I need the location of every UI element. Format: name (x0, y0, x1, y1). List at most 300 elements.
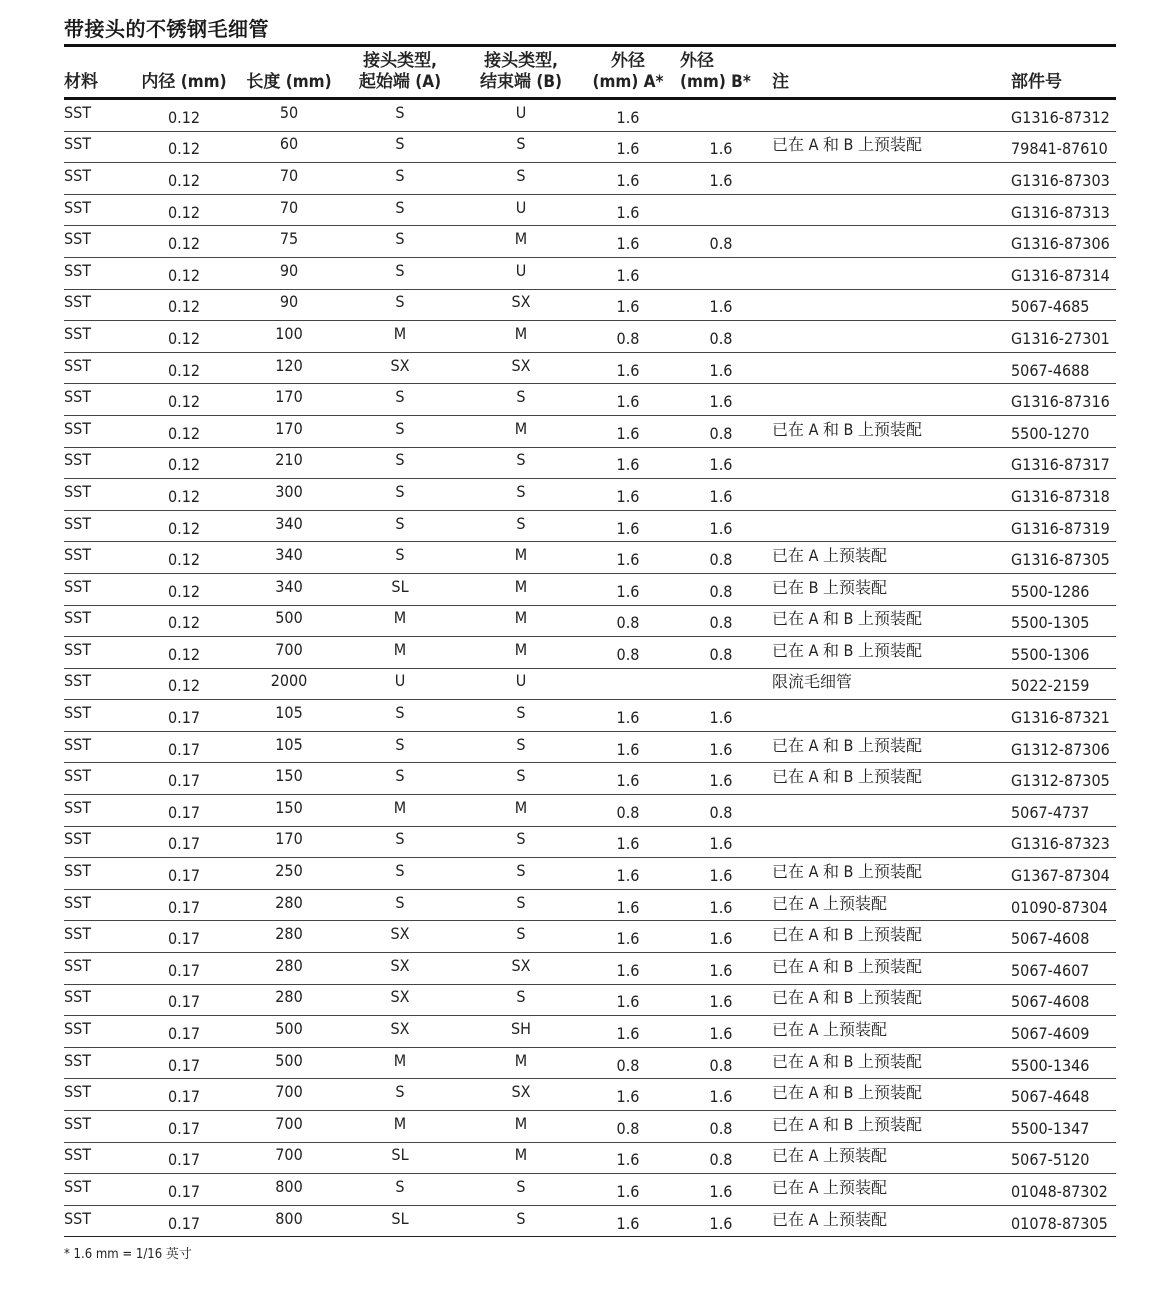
cell-note (772, 194, 1011, 226)
cell-fitting-end-text: S (516, 134, 526, 154)
cell-material (64, 479, 134, 511)
cell-outer-diameter-b (670, 542, 772, 574)
cell-part-number-text: G1312-87306 (1011, 739, 1110, 759)
table-row (64, 257, 1116, 289)
cell-note (772, 889, 1011, 921)
cell-outer-diameter-b (670, 1016, 772, 1048)
cell-fitting-start (344, 194, 456, 226)
cell-part-number-text: 5500-1305 (1011, 613, 1090, 633)
cell-length-text: 500 (275, 608, 303, 628)
cell-fitting-start (344, 321, 456, 353)
header-part-number: 部件号 (1011, 47, 1116, 99)
cell-fitting-start (344, 289, 456, 321)
cell-part-number-text: G1316-87319 (1011, 518, 1110, 538)
cell-part-number-text: 5067-4688 (1011, 360, 1090, 380)
cell-outer-diameter-a-text: 1.6 (616, 866, 640, 886)
cell-material-text: SST (64, 924, 92, 944)
cell-length (234, 889, 344, 921)
cell-outer-diameter-b-text: 1.6 (709, 518, 733, 538)
cell-part-number (1011, 763, 1116, 795)
cell-note (772, 1142, 1011, 1174)
table-row (64, 858, 1116, 890)
header-outer-diameter-b: 外径 (mm) B* (670, 47, 772, 99)
cell-material-text: SST (64, 355, 92, 375)
cell-fitting-start-text: M (393, 639, 407, 659)
cell-outer-diameter-b-text: 1.6 (709, 360, 733, 380)
cell-fitting-end (456, 889, 586, 921)
cell-outer-diameter-b-text: 0.8 (709, 802, 733, 822)
cell-part-number (1011, 415, 1116, 447)
cell-inner-diameter-text: 0.17 (167, 1087, 201, 1107)
cell-note-text: 已在 A 和 B 上预装配 (772, 1083, 923, 1103)
cell-fitting-start (344, 637, 456, 669)
cell-length (234, 510, 344, 542)
cell-material-text: SST (64, 102, 92, 122)
cell-material (64, 1016, 134, 1048)
cell-fitting-start (344, 226, 456, 258)
cell-fitting-start-text: S (395, 229, 405, 249)
cell-inner-diameter-text: 0.17 (167, 1181, 201, 1201)
cell-outer-diameter-b (670, 257, 772, 289)
cell-outer-diameter-a (586, 479, 670, 511)
cell-note (772, 1047, 1011, 1079)
cell-fitting-start (344, 731, 456, 763)
table-row (64, 1111, 1116, 1143)
cell-fitting-start (344, 1079, 456, 1111)
cell-fitting-start (344, 921, 456, 953)
cell-note-text: 已在 A 和 B 上预装配 (772, 1051, 923, 1071)
cell-fitting-end (456, 668, 586, 700)
cell-material-text: SST (64, 703, 92, 723)
table-row (64, 605, 1116, 637)
cell-fitting-end-text: SX (511, 955, 531, 975)
cell-length-text: 800 (275, 1208, 303, 1228)
cell-note-text: 已在 B 上预装配 (772, 577, 888, 597)
cell-note-text: 已在 A 和 B 上预装配 (772, 956, 923, 976)
cell-inner-diameter-text: 0.17 (167, 1024, 201, 1044)
cell-length (234, 637, 344, 669)
cell-outer-diameter-a (586, 415, 670, 447)
cell-fitting-end (456, 1205, 586, 1237)
cell-material-text: SST (64, 450, 92, 470)
cell-fitting-start-text: M (393, 1113, 407, 1133)
cell-inner-diameter (134, 1142, 234, 1174)
cell-note-text: 已在 A 上预装配 (772, 1209, 887, 1229)
cell-material (64, 795, 134, 827)
cell-length (234, 257, 344, 289)
cell-material-text: SST (64, 545, 92, 565)
table-row (64, 131, 1116, 163)
cell-length-text: 170 (275, 418, 303, 438)
header-fitting-end: 接头类型, 结束端 (B) (456, 47, 586, 99)
cell-note-text: 已在 A 上预装配 (772, 1146, 887, 1166)
cell-part-number-text: 5500-1346 (1011, 1055, 1090, 1075)
cell-material-text: SST (64, 576, 92, 596)
cell-fitting-end (456, 605, 586, 637)
cell-outer-diameter-b-text: 1.6 (709, 297, 733, 317)
cell-material-text: SST (64, 513, 92, 533)
cell-fitting-end (456, 1079, 586, 1111)
cell-fitting-start (344, 163, 456, 195)
cell-fitting-start (344, 1111, 456, 1143)
cell-outer-diameter-b (670, 889, 772, 921)
cell-note-text: 已在 A 上预装配 (772, 893, 887, 913)
cell-part-number-text: 01048-87302 (1011, 1181, 1108, 1201)
cell-material-text: SST (64, 197, 92, 217)
cell-outer-diameter-b-text: 1.6 (709, 897, 733, 917)
cell-fitting-end-text: S (516, 892, 526, 912)
cell-material-text: SST (64, 797, 92, 817)
cell-inner-diameter (134, 131, 234, 163)
cell-fitting-end-text: U (515, 671, 527, 691)
cell-material (64, 542, 134, 574)
cell-outer-diameter-b-text: 1.6 (709, 739, 733, 759)
cell-note-text: 已在 A 和 B 上预装配 (772, 609, 923, 629)
cell-part-number-text: 5067-4648 (1011, 1087, 1090, 1107)
cell-outer-diameter-a (586, 984, 670, 1016)
cell-length (234, 921, 344, 953)
cell-outer-diameter-b (670, 1174, 772, 1206)
header-fitting-start: 接头类型, 起始端 (A) (344, 47, 456, 99)
cell-outer-diameter-a (586, 226, 670, 258)
cell-outer-diameter-a-text: 1.6 (616, 1024, 640, 1044)
cell-part-number (1011, 99, 1116, 132)
table-row (64, 1174, 1116, 1206)
cell-fitting-end-text: S (516, 861, 526, 881)
cell-inner-diameter (134, 479, 234, 511)
table-row (64, 763, 1116, 795)
cell-fitting-end (456, 194, 586, 226)
cell-part-number-text: 5067-4607 (1011, 960, 1090, 980)
cell-length (234, 605, 344, 637)
cell-fitting-end-text: M (514, 1145, 528, 1165)
cell-outer-diameter-b (670, 415, 772, 447)
cell-outer-diameter-b (670, 795, 772, 827)
cell-material (64, 257, 134, 289)
cell-fitting-start-text: M (393, 608, 407, 628)
cell-inner-diameter-text: 0.17 (167, 929, 201, 949)
cell-fitting-end-text: SX (511, 1082, 531, 1102)
cell-material (64, 921, 134, 953)
cell-note (772, 415, 1011, 447)
table-row (64, 226, 1116, 258)
table-row (64, 289, 1116, 321)
cell-part-number-text: 5067-4608 (1011, 929, 1090, 949)
cell-note (772, 637, 1011, 669)
cell-note (772, 99, 1011, 132)
cell-inner-diameter (134, 921, 234, 953)
cell-outer-diameter-a (586, 953, 670, 985)
document-page (64, 14, 1116, 1262)
cell-length-text: 50 (279, 102, 299, 122)
cell-length (234, 826, 344, 858)
cell-outer-diameter-b (670, 763, 772, 795)
cell-length-text: 800 (275, 1176, 303, 1196)
cell-fitting-end (456, 700, 586, 732)
cell-length-text: 70 (279, 197, 299, 217)
cell-inner-diameter-text: 0.12 (167, 202, 201, 222)
table-row (64, 99, 1116, 132)
cell-length (234, 731, 344, 763)
cell-note (772, 605, 1011, 637)
cell-inner-diameter-text: 0.12 (167, 297, 201, 317)
page-title: 带接头的不锈钢毛细管 (64, 17, 269, 41)
cell-outer-diameter-b (670, 921, 772, 953)
cell-fitting-end-text: SX (511, 292, 531, 312)
cell-inner-diameter-text: 0.12 (167, 392, 201, 412)
cell-inner-diameter-text: 0.12 (167, 644, 201, 664)
cell-inner-diameter (134, 763, 234, 795)
cell-fitting-end (456, 1047, 586, 1079)
cell-length (234, 1047, 344, 1079)
cell-part-number-text: G1316-27301 (1011, 328, 1110, 348)
table-row (64, 795, 1116, 827)
cell-inner-diameter-text: 0.17 (167, 708, 201, 728)
cell-note (772, 1174, 1011, 1206)
cell-part-number-text: G1316-87321 (1011, 708, 1110, 728)
cell-fitting-end (456, 1174, 586, 1206)
cell-part-number-text: G1316-87318 (1011, 486, 1110, 506)
cell-outer-diameter-a-text: 1.6 (616, 992, 640, 1012)
cell-fitting-start-text: S (395, 292, 405, 312)
cell-note (772, 131, 1011, 163)
cell-outer-diameter-a-text: 1.6 (616, 739, 640, 759)
cell-outer-diameter-a (586, 1174, 670, 1206)
table-row (64, 984, 1116, 1016)
cell-outer-diameter-b (670, 1142, 772, 1174)
cell-inner-diameter (134, 731, 234, 763)
cell-outer-diameter-b-text: 1.6 (709, 1181, 733, 1201)
cell-length (234, 795, 344, 827)
cell-outer-diameter-b (670, 605, 772, 637)
cell-outer-diameter-b-text: 1.6 (709, 170, 733, 190)
cell-material (64, 763, 134, 795)
cell-fitting-start (344, 668, 456, 700)
cell-note-text: 已在 A 和 B 上预装配 (772, 767, 923, 787)
cell-fitting-end-text: S (516, 766, 526, 786)
cell-fitting-end (456, 763, 586, 795)
cell-fitting-end (456, 826, 586, 858)
cell-fitting-start (344, 1174, 456, 1206)
cell-note-text: 限流毛细管 (772, 672, 853, 692)
cell-outer-diameter-a-text: 0.8 (616, 613, 640, 633)
cell-outer-diameter-b (670, 289, 772, 321)
cell-length-text: 340 (275, 576, 303, 596)
cell-material (64, 1079, 134, 1111)
cell-length-text: 700 (275, 639, 303, 659)
cell-inner-diameter (134, 1047, 234, 1079)
cell-note (772, 921, 1011, 953)
cell-part-number (1011, 479, 1116, 511)
cell-fitting-end-text: SX (511, 355, 531, 375)
cell-part-number-text: 79841-87610 (1011, 139, 1108, 159)
cell-material-text: SST (64, 639, 92, 659)
cell-outer-diameter-a-text: 1.6 (616, 107, 640, 127)
cell-inner-diameter-text: 0.12 (167, 518, 201, 538)
cell-outer-diameter-b-text: 1.6 (709, 1024, 733, 1044)
cell-part-number (1011, 826, 1116, 858)
cell-part-number (1011, 289, 1116, 321)
cell-length (234, 226, 344, 258)
cell-length (234, 700, 344, 732)
cell-note (772, 573, 1011, 605)
cell-fitting-start-text: S (395, 703, 405, 723)
cell-inner-diameter-text: 0.12 (167, 328, 201, 348)
cell-fitting-end-text: SH (511, 1019, 531, 1039)
cell-material-text: SST (64, 1208, 92, 1228)
table-row (64, 479, 1116, 511)
cell-outer-diameter-a (586, 163, 670, 195)
cell-part-number (1011, 953, 1116, 985)
cell-outer-diameter-a-text: 0.8 (616, 1055, 640, 1075)
cell-part-number (1011, 384, 1116, 416)
cell-material-text: SST (64, 734, 92, 754)
cell-inner-diameter (134, 826, 234, 858)
cell-fitting-start (344, 384, 456, 416)
cell-fitting-end (456, 257, 586, 289)
cell-note (772, 953, 1011, 985)
cell-fitting-start-text: S (395, 734, 405, 754)
cell-length (234, 384, 344, 416)
cell-outer-diameter-b-text: 0.8 (709, 234, 733, 254)
cell-length-text: 700 (275, 1113, 303, 1133)
cell-fitting-start-text: M (393, 797, 407, 817)
cell-inner-diameter-text: 0.12 (167, 107, 201, 127)
cell-note (772, 479, 1011, 511)
cell-fitting-start-text: S (395, 545, 405, 565)
cell-fitting-end (456, 479, 586, 511)
cell-inner-diameter (134, 605, 234, 637)
cell-outer-diameter-a (586, 763, 670, 795)
cell-fitting-end (456, 953, 586, 985)
cell-length-text: 210 (275, 450, 303, 470)
cell-fitting-end (456, 542, 586, 574)
cell-inner-diameter-text: 0.17 (167, 992, 201, 1012)
cell-outer-diameter-a (586, 637, 670, 669)
cell-inner-diameter (134, 1079, 234, 1111)
cell-material (64, 415, 134, 447)
cell-fitting-start-text: SX (390, 987, 410, 1007)
cell-length-text: 280 (275, 924, 303, 944)
cell-length (234, 668, 344, 700)
cell-fitting-end-text: M (514, 639, 528, 659)
cell-inner-diameter (134, 99, 234, 132)
cell-outer-diameter-a-text: 1.6 (616, 360, 640, 380)
cell-material (64, 826, 134, 858)
cell-fitting-end (456, 1111, 586, 1143)
cell-material (64, 289, 134, 321)
cell-note (772, 858, 1011, 890)
cell-fitting-end-text: S (516, 924, 526, 944)
cell-fitting-start-text: S (395, 829, 405, 849)
cell-outer-diameter-b (670, 1205, 772, 1237)
cell-part-number (1011, 731, 1116, 763)
cell-part-number-text: 01078-87305 (1011, 1213, 1108, 1233)
cell-fitting-end-text: S (516, 481, 526, 501)
cell-outer-diameter-a (586, 826, 670, 858)
cell-length (234, 1079, 344, 1111)
table-row (64, 889, 1116, 921)
cell-part-number (1011, 226, 1116, 258)
table-row (64, 1079, 1116, 1111)
cell-material (64, 352, 134, 384)
cell-outer-diameter-a-text: 1.6 (616, 960, 640, 980)
cell-fitting-end (456, 131, 586, 163)
cell-fitting-end-text: U (515, 102, 527, 122)
cell-outer-diameter-b-text: 0.8 (709, 644, 733, 664)
cell-length-text: 2000 (270, 671, 308, 691)
cell-part-number-text: G1316-87312 (1011, 107, 1110, 127)
cell-part-number (1011, 573, 1116, 605)
cell-outer-diameter-b (670, 731, 772, 763)
cell-part-number-text: G1316-87316 (1011, 392, 1110, 412)
cell-material (64, 1142, 134, 1174)
cell-inner-diameter-text: 0.12 (167, 423, 201, 443)
cell-outer-diameter-a-text: 1.6 (616, 834, 640, 854)
cell-material (64, 668, 134, 700)
cell-part-number (1011, 1079, 1116, 1111)
cell-fitting-start-text: SL (391, 1208, 409, 1228)
cell-part-number (1011, 352, 1116, 384)
cell-fitting-start (344, 984, 456, 1016)
cell-part-number-text: 5067-4608 (1011, 992, 1090, 1012)
cell-part-number (1011, 1047, 1116, 1079)
cell-fitting-end-text: M (514, 545, 528, 565)
cell-material (64, 605, 134, 637)
cell-part-number-text: G1316-87305 (1011, 550, 1110, 570)
cell-inner-diameter (134, 889, 234, 921)
cell-fitting-start-text: S (395, 418, 405, 438)
cell-material-text: SST (64, 1019, 92, 1039)
cell-fitting-start-text: SX (390, 955, 410, 975)
cell-material (64, 1174, 134, 1206)
cell-inner-diameter (134, 384, 234, 416)
cell-outer-diameter-a-text: 1.6 (616, 550, 640, 570)
cell-outer-diameter-a-text: 0.8 (616, 1118, 640, 1138)
cell-fitting-end-text: M (514, 797, 528, 817)
cell-length (234, 1142, 344, 1174)
cell-outer-diameter-a-text: 1.6 (616, 486, 640, 506)
cell-note (772, 1079, 1011, 1111)
cell-fitting-start-text: S (395, 387, 405, 407)
cell-fitting-end-text: S (516, 1208, 526, 1228)
cell-part-number (1011, 605, 1116, 637)
cell-fitting-start (344, 795, 456, 827)
cell-part-number (1011, 668, 1116, 700)
cell-outer-diameter-a-text: 1.6 (616, 1150, 640, 1170)
cell-outer-diameter-a-text: 0.8 (616, 644, 640, 664)
cell-outer-diameter-b (670, 953, 772, 985)
cell-fitting-end (456, 510, 586, 542)
cell-outer-diameter-b (670, 573, 772, 605)
cell-part-number (1011, 194, 1116, 226)
cell-outer-diameter-a (586, 1142, 670, 1174)
cell-fitting-start (344, 1205, 456, 1237)
cell-part-number (1011, 795, 1116, 827)
cell-outer-diameter-a-text: 1.6 (616, 139, 640, 159)
cell-note-text: 已在 A 和 B 上预装配 (772, 925, 923, 945)
cell-part-number-text: 5067-5120 (1011, 1150, 1090, 1170)
cell-part-number (1011, 1111, 1116, 1143)
cell-note (772, 763, 1011, 795)
cell-outer-diameter-b (670, 447, 772, 479)
cell-material-text: SST (64, 1082, 92, 1102)
cell-length (234, 289, 344, 321)
cell-note (772, 731, 1011, 763)
cell-material (64, 384, 134, 416)
cell-material-text: SST (64, 292, 92, 312)
cell-outer-diameter-b-text: 1.6 (709, 455, 733, 475)
